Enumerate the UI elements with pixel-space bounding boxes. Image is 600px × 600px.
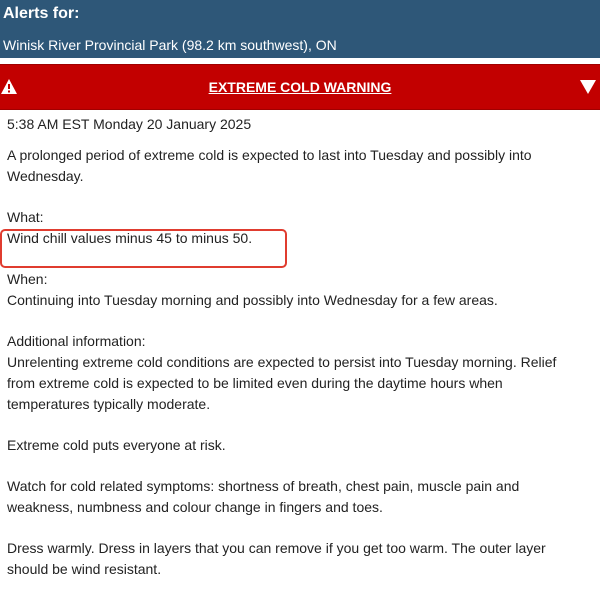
additional-text: Unrelenting extreme cold conditions are expected to persist into Tuesday morning. Relief from extreme cold is expected to be limited even during the daytime hours when temperatures typically moderate.: [7, 354, 557, 412]
alert-timestamp: 5:38 AM EST Monday 20 January 2025: [7, 116, 252, 132]
dress-text: Dress warmly. Dress in layers that you can remove if you get too warm. The outer layer should be wind resistant.: [7, 540, 546, 577]
triangle-down-icon[interactable]: [580, 80, 596, 94]
symptoms-text: Watch for cold related symptoms: shortness of breath, chest pain, muscle pain and weakness, numbness and colour change in fingers and toes.: [7, 478, 520, 515]
warning-title-link[interactable]: EXTREME COLD WARNING: [208, 79, 392, 95]
highlight-box: [0, 229, 287, 268]
additional-label: Additional information:: [7, 333, 146, 349]
alert-body: [7, 114, 587, 600]
location-label: Winisk River Provincial Park (98.2 km southwest), ON: [3, 37, 337, 53]
when-text: Continuing into Tuesday morning and possibly into Wednesday for a few areas.: [7, 292, 498, 308]
when-label: When:: [7, 271, 48, 287]
what-label: What:: [7, 209, 44, 225]
alerts-header: [0, 0, 600, 58]
alert-summary: A prolonged period of extreme cold is expected to last into Tuesday and possibly into Wednesday.: [7, 147, 532, 184]
risk-text: Extreme cold puts everyone at risk.: [7, 437, 226, 453]
what-text: Wind chill values minus 45 to minus 50.: [7, 230, 253, 246]
warning-bar[interactable]: [0, 64, 600, 110]
alerts-title: Alerts for:: [3, 5, 80, 22]
